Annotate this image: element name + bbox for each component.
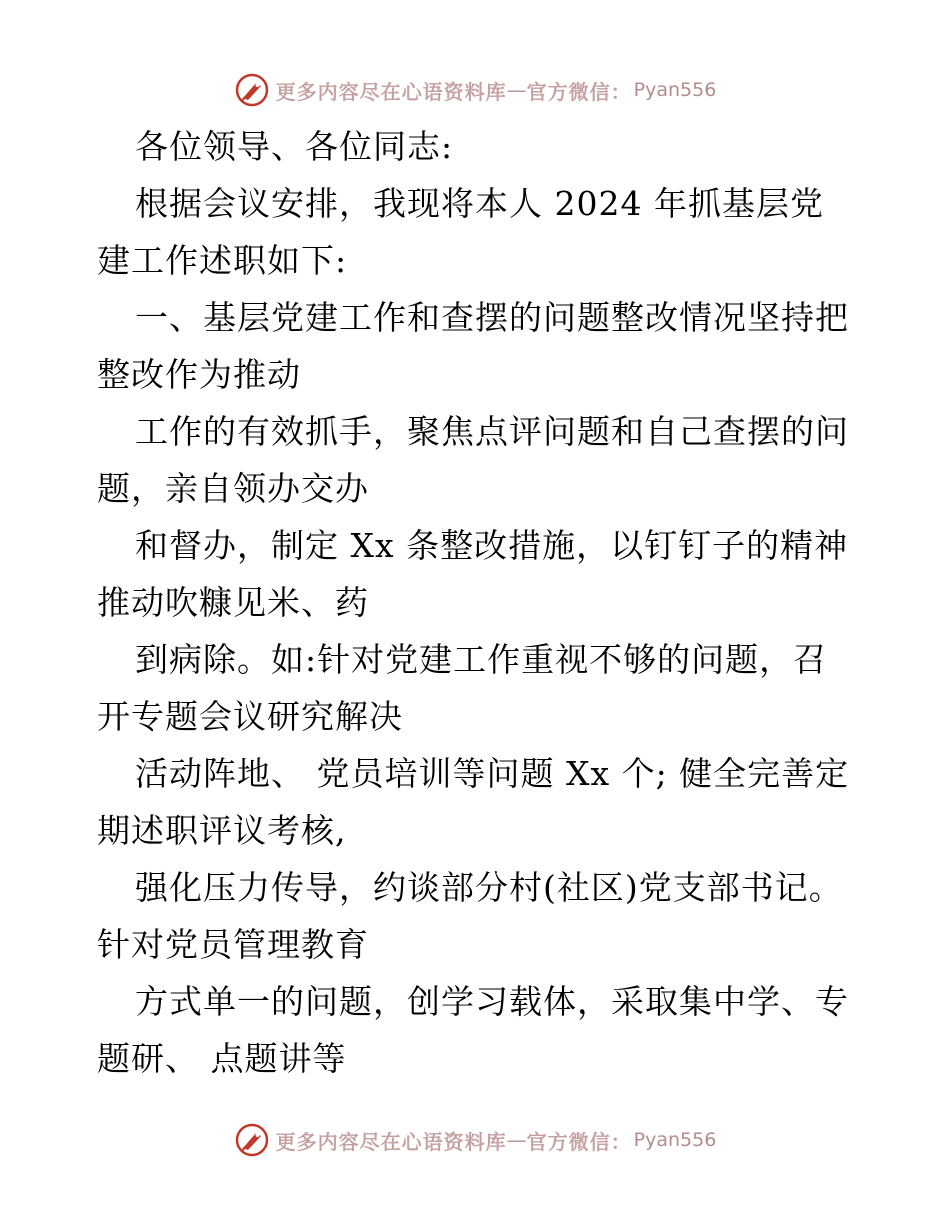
paragraph: 到病除。如:针对党建工作重视不够的问题，召开专题会议研究解决 <box>97 640 828 736</box>
pen-nib-circle-icon <box>234 1122 270 1158</box>
paragraph: 强化压力传导，约谈部分村(社区)党支部书记。针对党员管理教育 <box>97 868 843 964</box>
footer-watermark-banner <box>0 1118 950 1162</box>
pen-nib-circle-icon <box>234 72 270 108</box>
document-body <box>97 118 857 1087</box>
header-watermark-banner <box>0 68 950 112</box>
banner-slogan: 更多内容尽在心语资料库 <box>275 79 507 104</box>
banner-contact-id: Pyan556 <box>633 1129 717 1151</box>
paragraph: 和督办，制定 Xx 条整改措施，以钉钉子的精神推动吹糠见米、药 <box>97 526 849 622</box>
banner-contact-id: Pyan556 <box>633 79 717 101</box>
banner-separator: — <box>506 78 527 102</box>
banner-slogan: 更多内容尽在心语资料库 <box>275 1129 507 1154</box>
paragraph: 工作的有效抓手，聚焦点评问题和自己查摆的问题，亲自领办交办 <box>97 412 849 508</box>
banner-contact-label: 官方微信： <box>526 79 632 104</box>
paragraph: 各位领导、各位同志: <box>135 127 454 166</box>
banner-contact-label: 官方微信： <box>526 1129 632 1154</box>
paragraph: 一、基层党建工作和查摆的问题整改情况坚持把整改作为推动 <box>97 298 849 394</box>
paragraph: 根据会议安排，我现将本人 2024 年抓基层党建工作述职如下: <box>97 184 824 280</box>
banner-separator: — <box>506 1128 527 1152</box>
paragraph: 活动阵地、 党员培训等问题 Xx 个; 健全完善定期述职评议考核, <box>97 754 850 850</box>
paragraph: 方式单一的问题，创学习载体，采取集中学、专题研、 点题讲等 <box>97 982 849 1078</box>
